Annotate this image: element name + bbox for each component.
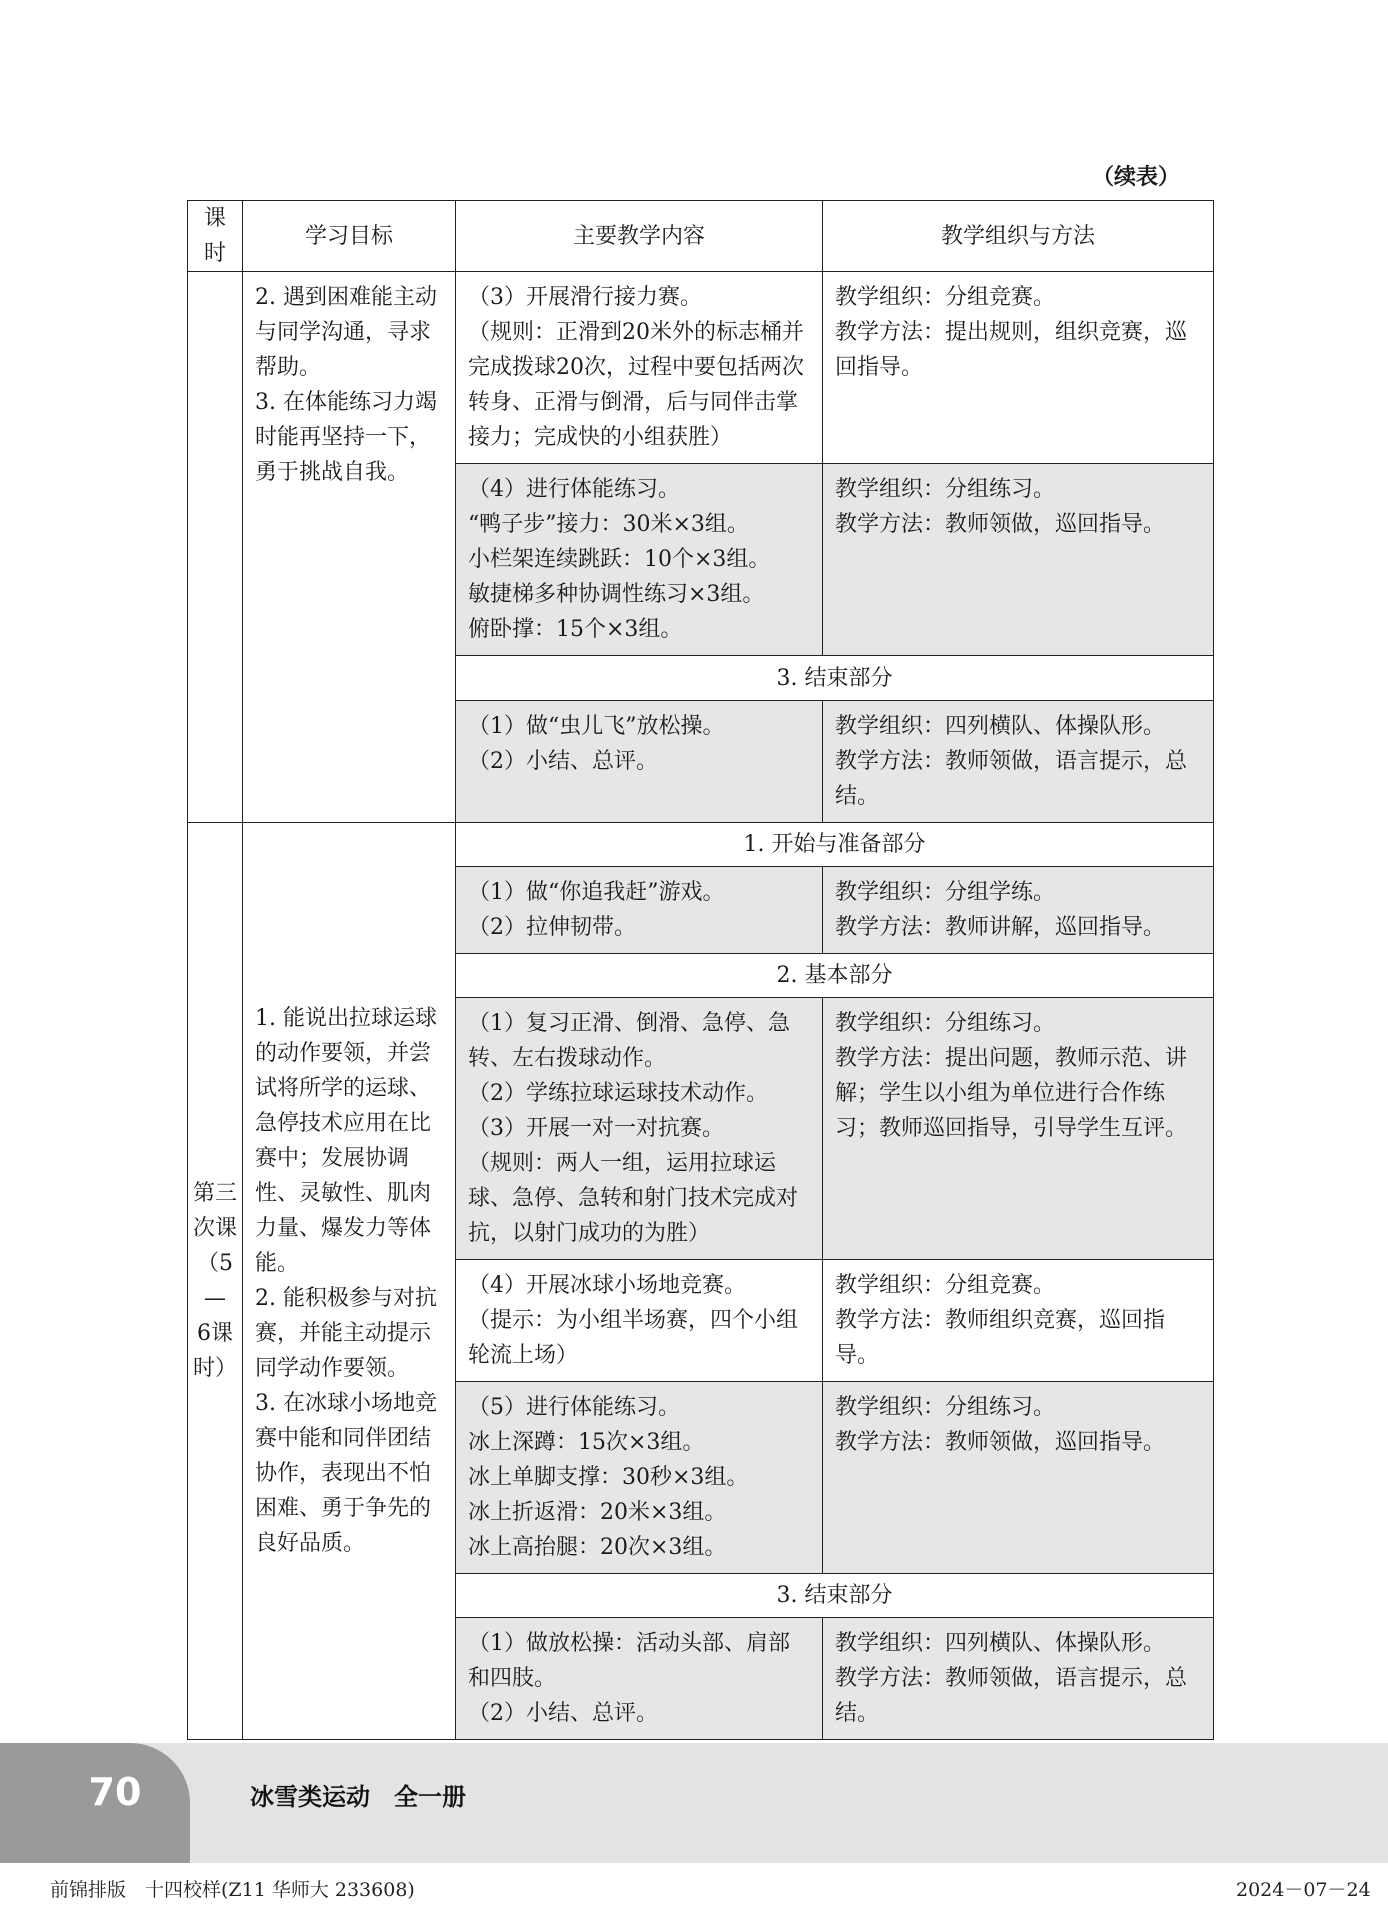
content-line: （3）开展一对一对抗赛。 (468, 1116, 724, 1141)
header-period: 课时 (188, 201, 243, 272)
goals-cell-continued (243, 272, 456, 823)
period-text: 第三 (192, 1181, 237, 1206)
table-header-row (188, 201, 1214, 272)
content-line: “鸭子步”接力：30米×3组。 (468, 512, 749, 537)
header-goals: 学习目标 (243, 201, 456, 272)
section-title-end: 3. 结束部分 (456, 1574, 1214, 1618)
section-row (188, 823, 1214, 867)
section-title-start: 1. 开始与准备部分 (456, 823, 1214, 867)
imprint-date: 2024－07－24 (1236, 1879, 1371, 1901)
method-line: 教学组织：分组学练。 (835, 880, 1056, 905)
method-cell (823, 464, 1214, 656)
content-cell (456, 1382, 823, 1574)
content-line: 冰上折返滑：20米×3组。 (468, 1500, 727, 1525)
lesson-plan-table (187, 200, 1214, 1740)
goal-text: 3. 在体能练习力竭时能再坚持一下，勇于挑战自我。 (255, 390, 437, 485)
method-cell (823, 701, 1214, 823)
method-cell (823, 272, 1214, 464)
content-line: （2）小结、总评。 (468, 749, 658, 774)
method-line: 教学组织：分组竞赛。 (835, 285, 1056, 310)
method-line: 教学方法：提出问题，教师示范、讲解；学生以小组为单位进行合作练习；教师巡回指导，引导学生互评。 (835, 1046, 1188, 1141)
method-line: 教学组织：四列横队、体操队形。 (835, 714, 1166, 739)
content-line: 敏捷梯多种协调性练习×3组。 (468, 582, 765, 607)
goal-text: 2. 遇到困难能主动与同学沟通，寻求帮助。 (255, 285, 437, 380)
content-line: （5）进行体能练习。 (468, 1395, 680, 1420)
content-line: （2）学练拉球运球技术动作。 (468, 1081, 768, 1106)
section-title-end: 3. 结束部分 (456, 656, 1214, 701)
period-text: 6课 (197, 1321, 233, 1346)
content-line: （规则：正滑到20米外的标志桶并完成拨球20次，过程中要包括两次转身、正滑与倒滑，后与同伴击掌接力；完成快的小组获胜） (468, 320, 804, 450)
goal-text: 2. 能积极参与对抗赛，并能主动提示同学动作要领。 (255, 1286, 437, 1381)
goals-cell-lesson3 (243, 823, 456, 1740)
method-line: 教学组织：分组竞赛。 (835, 1273, 1056, 1298)
content-line: 冰上深蹲：15次×3组。 (468, 1430, 705, 1455)
content-line: 冰上单脚支撑：30秒×3组。 (468, 1465, 749, 1490)
method-cell (823, 1618, 1214, 1740)
content-line: （1）做“你追我赶”游戏。 (468, 880, 725, 905)
goal-text: 3. 在冰球小场地竞赛中能和同伴团结协作，表现出不怕困难、勇于争先的良好品质。 (255, 1391, 437, 1556)
method-cell (823, 998, 1214, 1260)
header-content: 主要教学内容 (456, 201, 823, 272)
period-cell-lesson3 (188, 823, 243, 1740)
book-title: 冰雪类运动 全一册 (250, 1783, 466, 1811)
method-cell (823, 1260, 1214, 1382)
period-text: 时） (192, 1356, 237, 1381)
continued-label: （续表） (1091, 165, 1180, 190)
content-line: 俯卧撑：15个×3组。 (468, 617, 683, 642)
method-line: 教学方法：提出规则，组织竞赛，巡回指导。 (835, 320, 1188, 380)
period-cell-continued (188, 272, 243, 823)
content-cell (456, 464, 823, 656)
content-line: （提示：为小组半场赛，四个小组轮流上场） (468, 1308, 799, 1368)
imprint-left: 前锦排版 十四校样(Z11 华师大 233608) (50, 1879, 415, 1901)
page-number: 70 (88, 1770, 142, 1814)
content-cell (456, 1618, 823, 1740)
method-line: 教学方法：教师领做，语言提示，总结。 (835, 1666, 1188, 1726)
content-line: （3）开展滑行接力赛。 (468, 285, 702, 310)
goal-text: 1. 能说出拉球运球的动作要领，并尝试将所学的运球、急停技术应用在比赛中；发展协调性、灵敏性、肌肉力量、爆发力等体能。 (255, 1006, 437, 1276)
period-text: （5— (197, 1251, 233, 1311)
content-line: 冰上高抬腿：20次×3组。 (468, 1535, 727, 1560)
method-line: 教学方法：教师领做，巡回指导。 (835, 512, 1166, 537)
method-line: 教学组织：分组练习。 (835, 477, 1056, 502)
content-line: （规则：两人一组，运用拉球运球、急停、急转和射门技术完成对抗，以射门成功的为胜） (468, 1151, 799, 1246)
method-line: 教学方法：教师讲解，巡回指导。 (835, 915, 1166, 940)
method-line: 教学方法：教师领做，语言提示，总结。 (835, 749, 1188, 809)
content-line: （1）复习正滑、倒滑、急停、急转、左右拨球动作。 (468, 1011, 790, 1071)
method-line: 教学组织：四列横队、体操队形。 (835, 1631, 1166, 1656)
content-cell (456, 867, 823, 954)
content-line: （4）开展冰球小场地竞赛。 (468, 1273, 746, 1298)
content-line: （2）拉伸韧带。 (468, 915, 636, 940)
content-line: 小栏架连续跳跃：10个×3组。 (468, 547, 771, 572)
content-cell (456, 701, 823, 823)
content-cell (456, 998, 823, 1260)
header-method: 教学组织与方法 (823, 201, 1214, 272)
method-line: 教学方法：教师组织竞赛，巡回指导。 (835, 1308, 1166, 1368)
content-line: （1）做“虫儿飞”放松操。 (468, 714, 725, 739)
method-cell (823, 1382, 1214, 1574)
table-row (188, 272, 1214, 464)
method-line: 教学方法：教师领做，巡回指导。 (835, 1430, 1166, 1455)
content-cell (456, 272, 823, 464)
content-line: （1）做放松操：活动头部、肩部和四肢。 (468, 1631, 790, 1691)
content-cell (456, 1260, 823, 1382)
content-line: （2）小结、总评。 (468, 1701, 658, 1726)
content-line: （4）进行体能练习。 (468, 477, 680, 502)
section-title-basic: 2. 基本部分 (456, 954, 1214, 998)
method-line: 教学组织：分组练习。 (835, 1011, 1056, 1036)
period-text: 次课 (192, 1216, 237, 1241)
method-line: 教学组织：分组练习。 (835, 1395, 1056, 1420)
method-cell (823, 867, 1214, 954)
